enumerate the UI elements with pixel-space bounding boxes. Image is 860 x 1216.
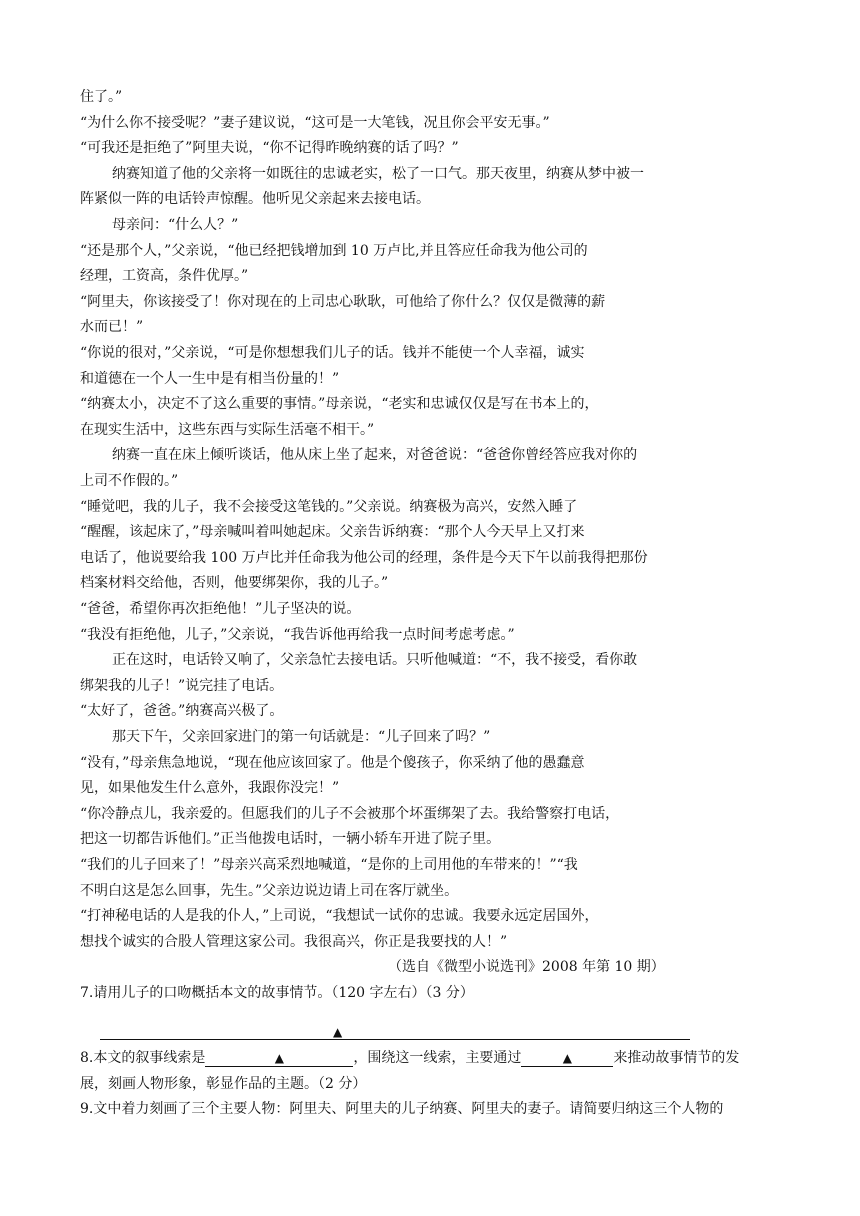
passage-line: “阿里夫，你该接受了！你对现在的上司忠心耿耿，可他给了你什么？仅仅是微薄的薪: [80, 294, 606, 310]
passage-line: “为什么你不接受呢？”妻子建议说，“这可是一大笔钱，况且你会平安无事。”: [80, 115, 550, 131]
passage-line: 母亲问：“什么人？”: [112, 217, 239, 233]
passage-line: “纳赛太小，决定不了这么重要的事情。”母亲说，“老实和忠诚仅仅是写在书本上的，: [80, 396, 599, 412]
passage-line: 在现实生活中，这些东西与实际生活毫不相干。”: [80, 422, 375, 438]
passage-line: 绑架我的儿子！”说完挂了电话。: [80, 678, 284, 694]
question-8-cont: 展，刻画人物形象，彰显作品的主题。（2 分）: [80, 1076, 367, 1092]
answer-marker-icon: ▲: [333, 1025, 343, 1039]
passage-line: 住了。”: [80, 89, 123, 105]
passage-line: “我没有拒绝他，儿子，”父亲说，“我告诉他再给我一点时间考虑考虑。”: [80, 627, 515, 643]
answer-line-q7[interactable]: [100, 1039, 690, 1040]
answer-blank-q8-a[interactable]: ▲: [205, 1049, 353, 1067]
passage-line: 那天下午，父亲回家进门的第一句话就是：“儿子回来了吗？”: [112, 729, 491, 745]
passage-line: 档案材料交给他，否则，他要绑架你，我的儿子。”: [80, 575, 389, 591]
passage-line: 不明白这是怎么回事，先生。”父亲边说边请上司在客厅就坐。: [80, 883, 459, 899]
passage-line: 经理，工资高，条件优厚。”: [80, 268, 249, 284]
passage-line: “睡觉吧，我的儿子，我不会接受这笔钱的。”父亲说。纳赛极为高兴，安然入睡了: [80, 499, 578, 515]
passage-line: “醒醒，该起床了，”母亲喊叫着叫她起床。父亲告诉纳赛：“那个人今天早上又打来: [80, 524, 585, 540]
passage-line: “我们的儿子回来了！”母亲兴高采烈地喊道，“是你的上司用他的车带来的！”“我: [80, 857, 578, 873]
passage-line: “你说的很对，”父亲说，“可是你想想我们儿子的话。钱并不能使一个人幸福，诚实: [80, 345, 585, 361]
passage-line: “你冷静点儿，我亲爱的。但愿我们的儿子不会被那个坏蛋绑架了去。我给警察打电话，: [80, 806, 620, 822]
passage-line: 纳赛一直在床上倾听谈话，他从床上坐了起来，对爸爸说：“爸爸你曾经答应我对你的: [112, 447, 638, 463]
q8-text-2: ，围绕这一线索，主要通过: [353, 1050, 522, 1066]
passage-line: 纳赛知道了他的父亲将一如既往的忠诚老实，松了一口气。那天夜里，纳赛从梦中被一: [112, 166, 644, 182]
source-citation: （选自《微型小说选刊》2008 年第 10 期）: [388, 959, 665, 975]
passage-line: “爸爸，希望你再次拒绝他！”儿子坚决的说。: [80, 601, 361, 617]
passage-line: 想找个诚实的合股人管理这家公司。我很高兴，你正是我要找的人！”: [80, 934, 508, 950]
passage-line: 见，如果他发生什么意外，我跟你没完！”: [80, 780, 340, 796]
passage-line: “可我还是拒绝了”阿里夫说，“你不记得昨晚纳赛的话了吗？”: [80, 140, 459, 156]
q8-text-1: 8.本文的叙事线索是: [80, 1050, 206, 1066]
passage-line: “打神秘电话的人是我的仆人，”上司说，“我想试一试你的忠诚。我要永远定居国外，: [80, 908, 599, 924]
answer-blank-q8-b[interactable]: ▲: [521, 1049, 613, 1067]
passage-line: 电话了，他说要给我 100 万卢比并任命我为他公司的经理，条件是今天下午以前我得把那份: [80, 550, 648, 566]
question-9: 9.文中着力刻画了三个主要人物：阿里夫、阿里夫的儿子纳赛、阿里夫的妻子。请简要归纳这三个人物的: [80, 1101, 724, 1117]
q8-text-3: 来推动故事情节的发: [613, 1050, 740, 1066]
passage-line: “还是那个人，”父亲说，“他已经把钱增加到 10 万卢比,并且答应任命我为他公司的: [80, 243, 588, 259]
passage-line: 正在这时，电话铃又响了，父亲急忙去接电话。只听他喊道：“不，我不接受，看你敢: [112, 652, 638, 668]
passage-line: “太好了，爸爸。”纳赛高兴极了。: [80, 703, 284, 719]
question-7: 7.请用儿子的口吻概括本文的故事情节。（120 字左右）（3 分）: [80, 985, 474, 1001]
passage-line: 阵紧似一阵的电话铃声惊醒。他听见父亲起来去接电话。: [80, 191, 430, 207]
passage-line: “没有，”母亲焦急地说，“现在他应该回家了。他是个傻孩子，你采纳了他的愚蠢意: [80, 755, 585, 771]
passage-line: 上司不作假的。”: [80, 473, 179, 489]
question-8: [80, 1049, 739, 1067]
passage-line: 把这一切都告诉他们。”正当他拨电话时，一辆小轿车开进了院子里。: [80, 831, 501, 847]
passage-line: 和道德在一个人一生中是有相当份量的！”: [80, 371, 340, 387]
passage-line: 水而已！”: [80, 319, 144, 335]
